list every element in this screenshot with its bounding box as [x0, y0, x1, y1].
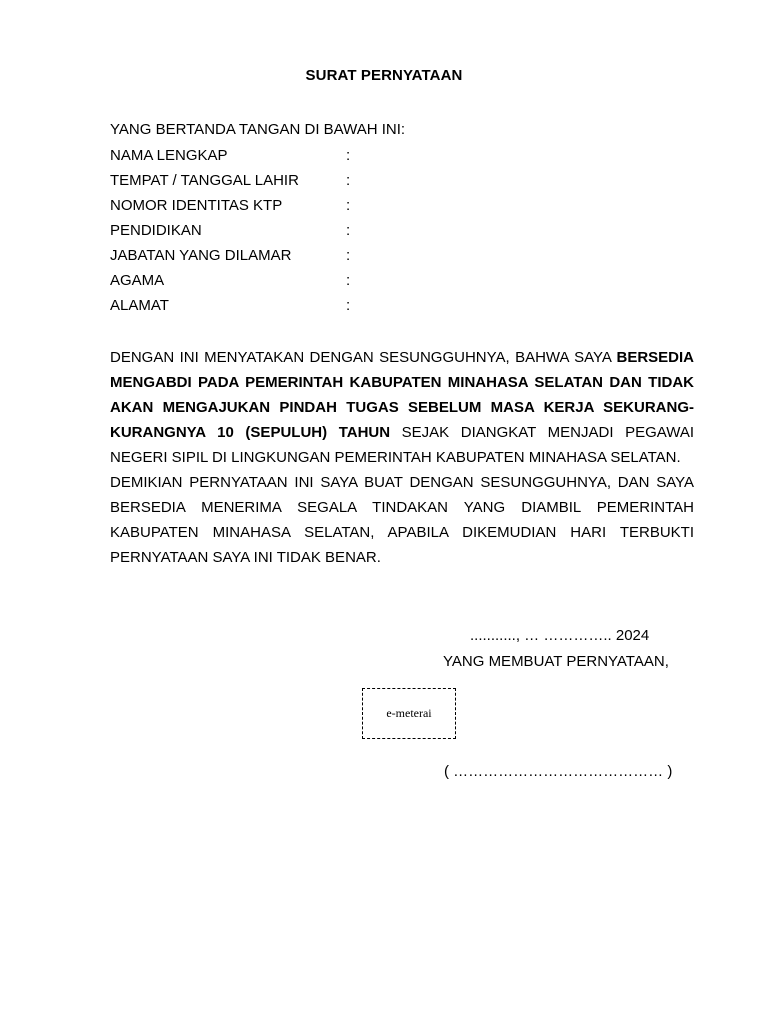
field-label: AGAMA: [110, 272, 165, 289]
field-row-agama: [110, 271, 410, 296]
statement-text-continued: SEJAK DIANGKAT MENJADI PEGAWAI NEGERI SIPIL DI LINGKUNGAN PEMERINTAH KABUPATEN MINAHASA SELATAN.: [110, 424, 694, 466]
signature-name-line: ( …………………………………… ): [444, 763, 673, 780]
place-date-line: ..........., … ………….. 2024: [470, 627, 650, 644]
statement-commitment: BERSEDIA MENGABDI PADA PEMERINTAH KABUPATEN MINAHASA SELATAN DAN TIDAK AKAN MENGAJUKAN PINDAH TUGAS SEBELUM MASA KERJA SEKURANG-KURANGNYA 10 (SEPULUH) TAHUN: [110, 349, 694, 441]
field-label: NAMA LENGKAP: [110, 147, 228, 164]
field-label: TEMPAT / TANGGAL LAHIR: [110, 172, 299, 189]
field-row-ktp: [110, 196, 410, 221]
field-row-jabatan: [110, 246, 410, 271]
field-row-ttl: [110, 171, 410, 196]
e-meterai-label: e-meterai: [386, 706, 432, 720]
field-row-pendidikan: [110, 221, 410, 246]
field-colon: :: [346, 197, 351, 214]
field-label: NOMOR IDENTITAS KTP: [110, 197, 283, 214]
field-colon: :: [346, 297, 351, 314]
field-row-nama: [110, 146, 410, 171]
closing-paragraph: DEMIKIAN PERNYATAAN INI SAYA BUAT DENGAN SESUNGGUHNYA, DAN SAYA BERSEDIA MENERIMA SEGALA TINDAKAN YANG DIAMBIL PEMERINTAH KABUPATEN MINAHASA SELATAN, APABILA DIKEMUDIAN HARI TERBUKTI PERNYATAAN SAYA INI TIDAK BENAR.: [110, 474, 694, 566]
field-colon: :: [346, 147, 351, 164]
field-label: JABATAN YANG DILAMAR: [110, 247, 292, 264]
statement-text: DENGAN INI MENYATAKAN DENGAN SESUNGGUHNYA, BAHWA SAYA: [110, 349, 617, 366]
field-row-alamat: [110, 296, 410, 321]
e-meterai-box: [362, 688, 456, 739]
statement-body: [110, 345, 694, 570]
field-colon: :: [346, 222, 351, 239]
field-colon: :: [346, 172, 351, 189]
field-colon: :: [346, 247, 351, 264]
intro-text: YANG BERTANDA TANGAN DI BAWAH INI:: [110, 121, 406, 138]
document-title: SURAT PERNYATAAN: [305, 67, 463, 84]
statement-paragraph: [110, 345, 694, 470]
maker-label: YANG MEMBUAT PERNYATAAN,: [443, 653, 669, 670]
field-colon: :: [346, 272, 351, 289]
field-label: PENDIDIKAN: [110, 222, 202, 239]
field-label: ALAMAT: [110, 297, 169, 314]
identity-fields: [110, 146, 410, 321]
